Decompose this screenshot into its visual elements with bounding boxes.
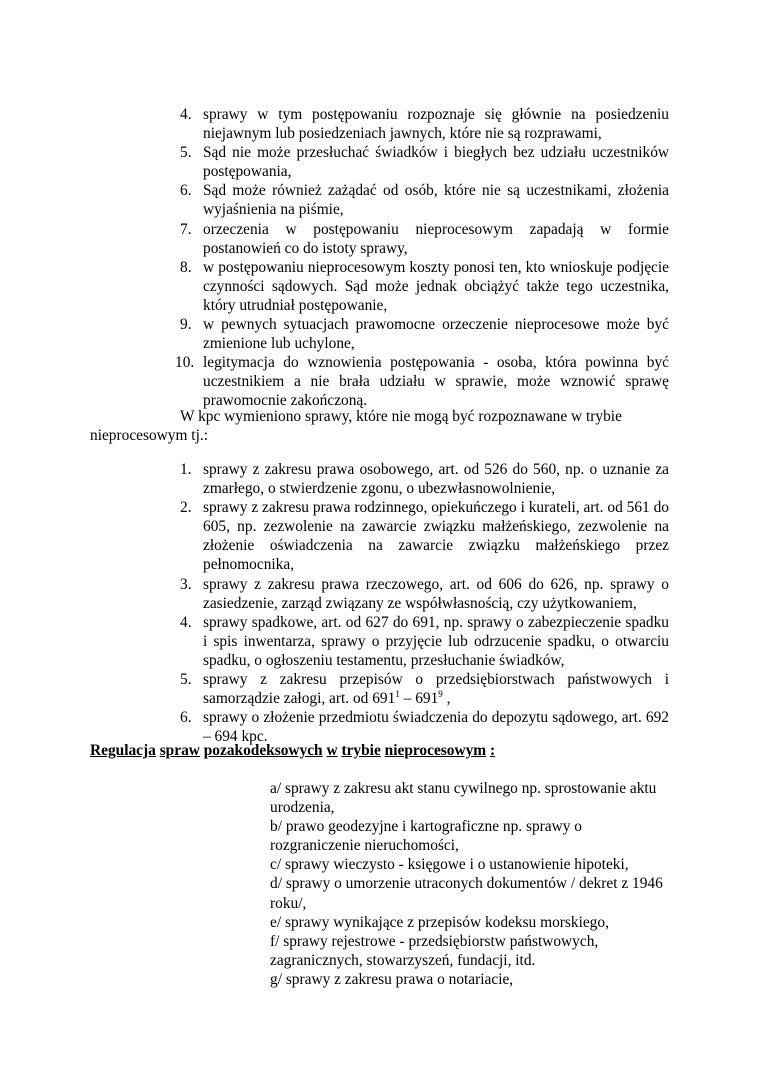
heading-word: nieprocesowym [384, 742, 487, 759]
list-number: 2. [180, 499, 192, 517]
list-text: Sąd może również zażądać od osób, które nie są uczestnikami, złożenia wyjaśnienia na piśmie, [203, 182, 669, 219]
list-number: 4. [180, 613, 192, 631]
superscript: 9 [438, 689, 443, 700]
heading-word: pozakodeksowych [203, 742, 323, 759]
list-number: 3. [180, 575, 192, 593]
list-text: sprawy w tym postępowaniu rozpoznaje się głównie na posiedzeniu niejawnym lub posiedzeniach jawnych, które nie są rozprawami, [203, 106, 669, 143]
list-item: b/ prawo geodezyjne i kartograficzne np. sprawy o rozgraniczenie nieruchomości, [270, 818, 582, 855]
list-number: 6. [180, 709, 192, 727]
list-number: 6. [180, 182, 192, 200]
list-text: sprawy spadkowe, art. od 627 do 691, np. sprawy o zabezpieczenie spadku i spis inwentarza, sprawy o przyjęcie lub odrzucenie spadku, o otwarciu spadku, o ogłoszeniu testamentu, przesłuchanie świadków, [203, 613, 669, 669]
list-text: Sąd nie może przesłuchać świadków i biegłych bez udziału uczestników postępowania, [203, 144, 669, 181]
list-number: 7. [180, 220, 192, 238]
list-text: sprawy z zakresu prawa rzeczowego, art. od 606 do 626, np. sprawy o zasiedzenie, zarząd związany ze współwłasnością, czy użytkowaniem, [203, 575, 669, 612]
list-text-after: , [442, 690, 451, 708]
superscript: 1 [395, 689, 400, 700]
list-text: orzeczenia w postępowaniu nieprocesowym zapadają w formie postanowień co do istoty sprawy, [203, 220, 669, 257]
list-text-middle: – 691 [399, 690, 439, 708]
list-item [180, 575, 669, 613]
list-item [180, 498, 669, 574]
heading-word: : [489, 742, 496, 759]
list-item [180, 613, 669, 670]
list-number: 5. [180, 671, 192, 689]
list-item [180, 460, 669, 498]
list-item [175, 353, 669, 410]
heading-word: w [326, 742, 338, 759]
list-item: e/ sprawy wynikające z przepisów kodeksu morskiego, [270, 913, 609, 931]
list-number: 9. [180, 316, 192, 334]
excluded-cases-list [180, 460, 669, 746]
list-item [180, 181, 669, 219]
list-number: 1. [180, 461, 192, 478]
procedure-features-list [175, 105, 669, 411]
section-heading [90, 741, 495, 760]
heading-word: Regulacja [90, 742, 156, 759]
heading-word: trybie [341, 742, 381, 759]
list-item [180, 105, 669, 143]
list-item [180, 220, 669, 258]
list-text: sprawy z zakresu prawa osobowego, art. od 526 do 560, np. o uznanie za zmarłego, o stwierdzenie zgonu, o ubezwłasnowolnienie, [203, 461, 669, 498]
intro-paragraph [90, 407, 650, 445]
list-text: legitymacja do wznowienia postępowania - osoba, która powinna być uczestnikiem a nie brała udziału w sprawie, może wznowić sprawę prawomocnie zakończoną. [203, 354, 669, 410]
list-item: d/ sprawy o umorzenie utraconych dokumentów / dekret z 1946 roku/, [270, 875, 663, 912]
list-item [180, 258, 669, 315]
list-number: 5. [180, 144, 192, 162]
list-item: a/ sprawy z zakresu akt stanu cywilnego np. sprostowanie aktu urodzenia, [270, 780, 657, 817]
paragraph-text: W kpc wymieniono sprawy, które nie mogą być rozpoznawane w trybie nieprocesowym tj.: [90, 408, 622, 445]
list-text: sprawy o złożenie przedmiotu świadczenia do depozytu sądowego, art. 692 – 694 kpc. [203, 709, 669, 746]
list-number: 10. [175, 354, 195, 372]
list-item [180, 670, 669, 708]
list-text: w postępowaniu nieprocesowym koszty ponosi ten, kto wnioskuje podjęcie czynności sądowych. Sąd może jednak obciążyć także tego uczestnika, który utrudniał postępowanie, [203, 258, 669, 314]
list-text: sprawy z zakresu prawa rodzinnego, opiekuńczego i kurateli, art. od 561 do 605, np. zezwolenie na zawarcie związku małżeńskiego, zezwolenie na złożenie oświadczenia na zawarcie związku małżeńskiego przez pełnomocnika, [203, 499, 669, 574]
extra-code-cases-list [270, 779, 670, 989]
list-number: 8. [180, 258, 192, 276]
heading-word: spraw [159, 742, 200, 759]
list-item: g/ sprawy z zakresu prawa o notariacie, [270, 970, 514, 988]
list-item: f/ sprawy rejestrowe - przedsiębiorstw państwowych, zagranicznych, stowarzyszeń, fundacji, itd. [270, 932, 599, 969]
list-item [180, 315, 669, 353]
list-number: 4. [180, 106, 192, 123]
list-text-before: sprawy z zakresu przepisów o przedsiębiorstwach państwowych i samorządzie załogi, art. od 691 [203, 671, 669, 708]
list-item [180, 143, 669, 181]
list-item: c/ sprawy wieczysto - księgowe i o ustanowienie hipoteki, [270, 856, 629, 874]
list-text: w pewnych sytuacjach prawomocne orzeczenie nieprocesowe może być zmienione lub uchylone, [203, 316, 669, 353]
